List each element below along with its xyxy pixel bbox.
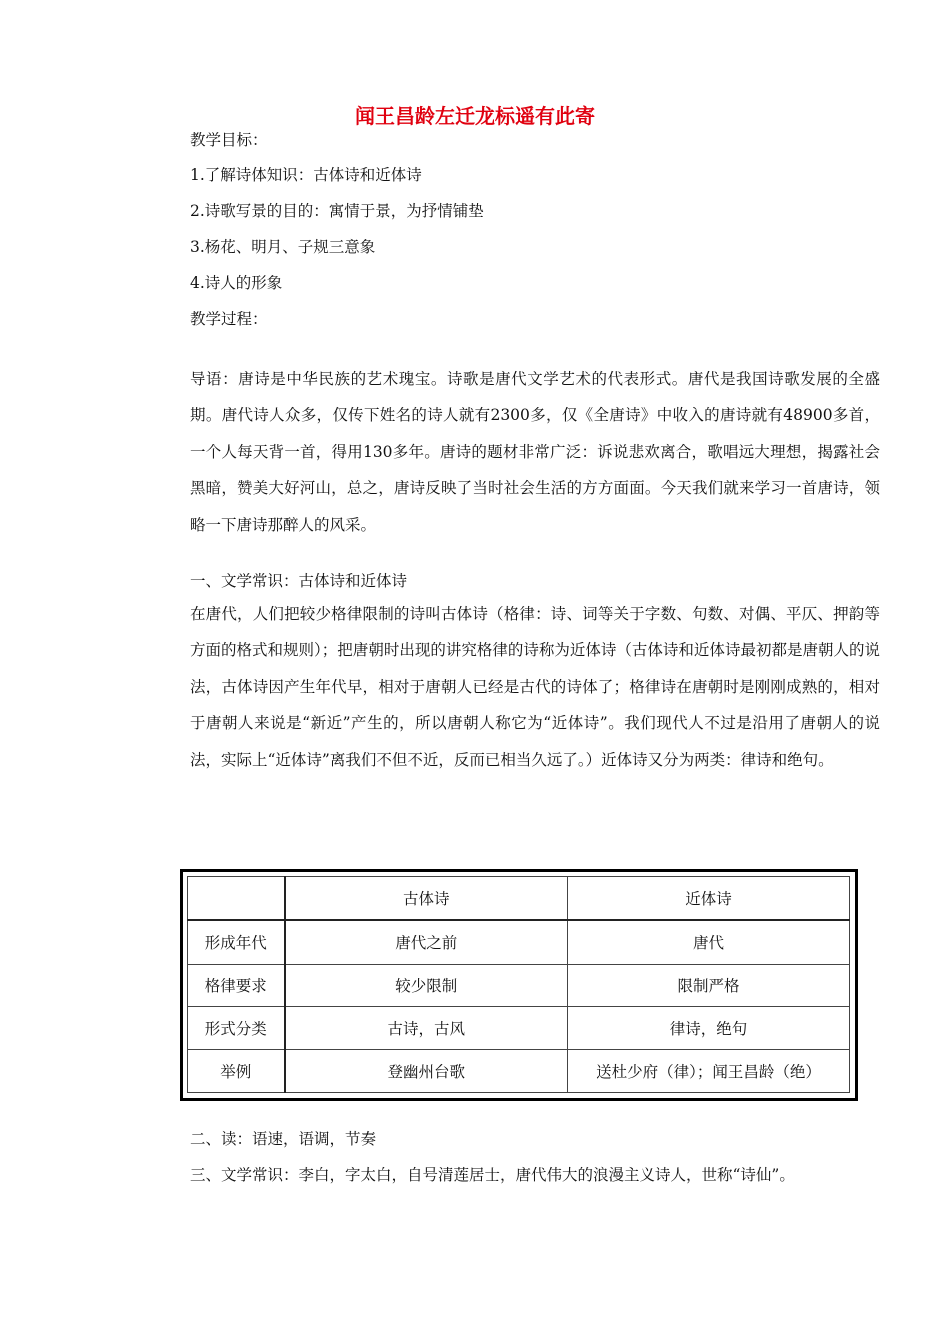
table-row — [188, 964, 850, 1007]
section1-heading: 一、文学常识：古体诗和近体诗 — [190, 572, 408, 590]
document-title: 闻王昌龄左迁龙标遥有此寄 — [355, 104, 595, 128]
objective-item: 4.诗人的形象 — [190, 274, 283, 292]
intro-paragraph: 导语：唐诗是中华民族的艺术瑰宝。诗歌是唐代文学艺术的代表形式。唐代是我国诗歌发展的全盛期。唐代诗人众多，仅传下姓名的诗人就有2300多，仅《全唐诗》中收入的唐诗就有48900多首，一个人每天背一首，得用130多年。唐诗的题材非常广泛：诉说悲欢离合，歌唱远大理想，揭露社会黑暗，赞美大好河山，总之，唐诗反映了当时社会生活的方方面面。今天我们就来学习一首唐诗，领略一下唐诗那醉人的风采。 — [190, 370, 880, 534]
objective-item: 3.杨花、明月、子规三意象 — [190, 238, 376, 256]
objective-item: 2.诗歌写景的目的：寓情于景，为抒情铺垫 — [190, 202, 484, 220]
table-header-cell: 近体诗 — [568, 877, 850, 921]
objective-item: 1.了解诗体知识：古体诗和近体诗 — [190, 166, 422, 184]
table-cell: 唐代之前 — [285, 920, 568, 964]
table-row-label: 格律要求 — [188, 964, 285, 1007]
table-row-label: 形成年代 — [188, 920, 285, 964]
table-cell: 送杜少府（律）；闻王昌龄（绝） — [568, 1050, 850, 1093]
section1-paragraph: 在唐代，人们把较少格律限制的诗叫古体诗（格律：诗、词等关于字数、句数、对偶、平仄、押韵等方面的格式和规则）；把唐朝时出现的讲究格律的诗称为近体诗（古体诗和近体诗最初都是唐朝人的说法，古体诗因产生年代早，相对于唐朝人已经是古代的诗体了；格律诗在唐朝时是刚刚成熟的，相对于唐朝人来说是“新近”产生的，所以唐朝人称它为“近体诗”。我们现代人不过是沿用了唐朝人的说法，实际上“近体诗”离我们不但不近，反而已相当久远了。）近体诗又分为两类：律诗和绝句。 — [190, 605, 880, 769]
table-cell: 登幽州台歌 — [285, 1050, 568, 1093]
table-row — [188, 920, 850, 964]
table-row — [188, 1007, 850, 1050]
objectives-heading: 教学目标： — [190, 131, 268, 149]
comparison-table — [180, 869, 858, 1101]
section3-heading: 三、文学常识：李白，字太白，自号清莲居士，唐代伟大的浪漫主义诗人，世称“诗仙”。 — [190, 1166, 795, 1184]
process-heading: 教学过程： — [190, 310, 268, 328]
table-header-cell — [188, 877, 285, 921]
table-header-row — [188, 877, 850, 921]
table-row-label: 举例 — [188, 1050, 285, 1093]
table-cell: 古诗，古风 — [285, 1007, 568, 1050]
table-header-cell: 古体诗 — [285, 877, 568, 921]
table-row-label: 形式分类 — [188, 1007, 285, 1050]
table-cell: 限制严格 — [568, 964, 850, 1007]
table-cell: 较少限制 — [285, 964, 568, 1007]
table-cell: 律诗，绝句 — [568, 1007, 850, 1050]
section2-heading: 二、读：语速，语调，节奏 — [190, 1130, 377, 1148]
table-row — [188, 1050, 850, 1093]
table-cell: 唐代 — [568, 920, 850, 964]
